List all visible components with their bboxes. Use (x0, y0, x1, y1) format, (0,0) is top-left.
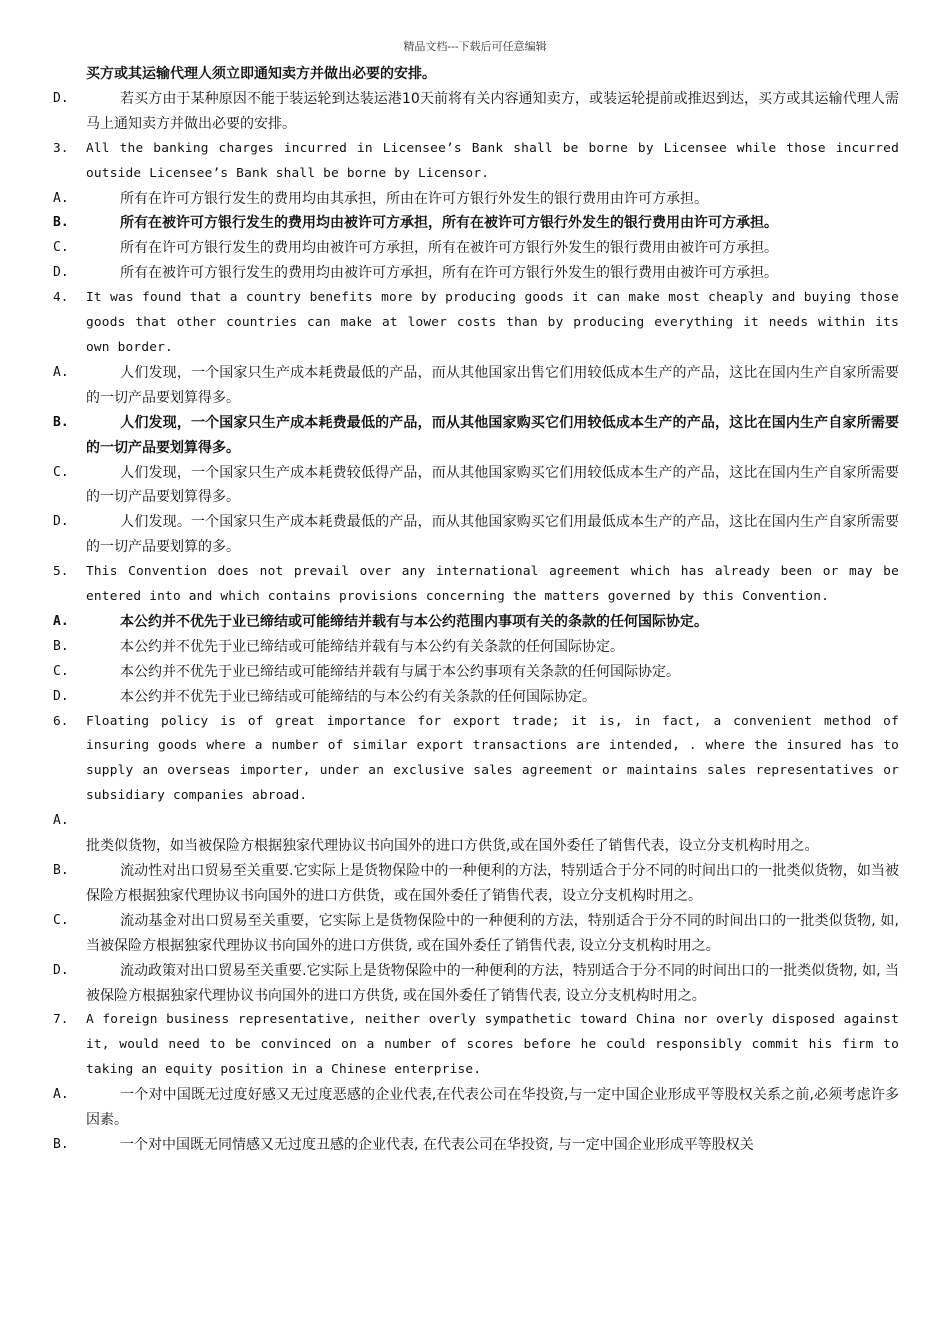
item-label: C. (53, 240, 69, 256)
item-label: D. (53, 688, 69, 704)
item-label (53, 834, 86, 859)
item-label: A. (53, 1087, 69, 1103)
item-text: 买方或其运输代理人须立即通知卖方并做出必要的安排。 (86, 66, 436, 82)
item-label: A. (53, 613, 69, 629)
item-text: 流动性对出口贸易至关重要.它实际上是货物保险中的一种便利的方法，特别适合于分不同的时间出口的一批类似货物，如当被保险方根据独家代理协议书向国外的进口方供货，或在国外委任了销售代表，设立分支机构时用之。 (86, 863, 899, 904)
item-text: 流动政策对出口贸易至关重要.它实际上是货物保险中的一种便利的方法，特别适合于分不同的时间出口的一批类似货物, 如, 当被保险方根据独家代理协议书向国外的进口方供货, 或在国外委任了销售代表, 设立分支机构时用之。 (86, 962, 899, 1004)
item-text-wrap (86, 461, 899, 511)
answer-option (53, 635, 899, 660)
item-text: 所有在被许可方银行发生的费用均由被许可方承担，所有在许可方银行外发生的银行费用由被许可方承担。 (120, 265, 778, 282)
item-text: Floating policy is of great importance for export trade; it is, in fact, a convenient method of insuring goods where a number of similar export transactions are intended, . where the insured has to supply an overseas importer, under an exclusive sales agreement or maintains sales representatives or subsidiary companies abroad. (86, 713, 899, 804)
item-text: 人们发现。一个国家只生产成本耗费最低的产品，而从其他国家购买它们用最低成本生产的产品，这比在国内生产自家所需要的一切产品要划算的多。 (86, 514, 899, 556)
item-text-wrap (86, 685, 899, 710)
item-label: 4. (53, 290, 69, 306)
item-label: D. (53, 962, 69, 978)
item-text: 本公约并不优先于业已缔结或可能缔结并载有与本公约有关条款的任何国际协定。 (120, 638, 624, 655)
answer-option (53, 236, 899, 261)
answer-option (53, 685, 899, 710)
item-text-wrap (86, 1083, 899, 1133)
answer-option (53, 834, 899, 859)
item-text-wrap (86, 510, 899, 560)
item-text-wrap (86, 859, 899, 909)
item-label: 7. (53, 1012, 69, 1028)
item-text: It was found that a country benefits more by producing goods it can make most cheaply and buying those goods that other countries can make at lower costs than by producing everything it needs within its own border. (86, 290, 899, 355)
item-label: A. (53, 813, 69, 829)
answer-option (53, 1133, 899, 1158)
item-text: 所有在许可方银行发生的费用均由被许可方承担，所有在被许可方银行外发生的银行费用由被许可方承担。 (120, 240, 778, 257)
item-label: C. (53, 912, 69, 928)
answer-option (53, 859, 899, 909)
answer-option (53, 660, 899, 685)
answer-option (53, 87, 899, 137)
item-text: 人们发现，一个国家只生产成本耗费较低得产品，而从其他国家购买它们用较低成本生产的产品，这比在国内生产自家所需要的一切产品要划算得多。 (86, 464, 899, 506)
item-text-wrap (86, 411, 899, 461)
item-label: C. (53, 663, 69, 679)
item-text: 本公约并不优先于业已缔结或可能缔结的与本公约有关条款的任何国际协定。 (120, 688, 596, 705)
item-text-wrap (86, 1133, 899, 1158)
item-text: 人们发现，一个国家只生产成本耗费最低的产品，而从其他国家出售它们用较低成本生产的产品，这比在国内生产自家所需要的一切产品要划算得多。 (86, 364, 899, 406)
item-text-wrap (86, 211, 899, 236)
item-text: 人们发现，一个国家只生产成本耗费最低的产品，而从其他国家购买它们用较低成本生产的产品，这比在国内生产自家所需要的一切产品要划算得多。 (86, 414, 899, 456)
item-label: D. (53, 90, 69, 106)
item-label: 6. (53, 713, 69, 729)
item-text-wrap (86, 286, 899, 361)
answer-option (53, 809, 899, 834)
answer-option (53, 261, 899, 286)
item-text-wrap (86, 635, 899, 660)
item-text: 若买方由于某种原因不能于装运轮到达装运港10天前将有关内容通知卖方，或装运轮提前或推迟到达，买方或其运输代理人需马上通知卖方并做出必要的安排。 (86, 90, 899, 132)
item-text-wrap (86, 1008, 899, 1083)
item-text: This Convention does not prevail over any international agreement which has already been or may be entered into and which contains provisions concerning the matters governed by this Convention. (86, 564, 899, 605)
item-text-wrap (86, 261, 899, 286)
item-text-wrap (86, 809, 899, 834)
answer-option (53, 187, 899, 212)
question-item (53, 1008, 899, 1083)
question-item (53, 710, 899, 810)
item-text-wrap (86, 361, 899, 411)
item-text: 本公约并不优先于业已缔结或可能缔结并载有与本公约范围内事项有关的条款的任何国际协定。 (120, 613, 708, 630)
item-label: A. (53, 190, 69, 206)
question-item (53, 286, 899, 361)
answer-option (53, 909, 899, 959)
item-text: 本公约并不优先于业已缔结或可能缔结并载有与属于本公约事项有关条款的任何国际协定。 (120, 663, 680, 680)
document-body (53, 62, 899, 1158)
item-label: D. (53, 514, 69, 530)
item-text-wrap (86, 660, 899, 685)
item-label: B. (53, 215, 69, 231)
answer-option (53, 510, 899, 560)
item-text-wrap (86, 62, 899, 87)
item-label: B. (53, 863, 69, 878)
item-text-wrap (86, 560, 899, 610)
item-text-wrap (86, 236, 899, 261)
item-text: 所有在被许可方银行发生的费用均由被许可方承担，所有在被许可方银行外发生的银行费用由许可方承担。 (120, 215, 778, 232)
answer-option (53, 211, 899, 236)
item-text-wrap (86, 187, 899, 212)
item-text-wrap (86, 909, 899, 959)
item-text: A foreign business representative, neither overly sympathetic toward China nor overly disposed against it, would need to be convinced on a number of scores before he could responsibly commit his firm to taking an equity position in a Chinese enterprise. (86, 1012, 899, 1078)
item-text-wrap (86, 710, 899, 810)
item-label: B. (53, 638, 69, 654)
question-item (53, 560, 899, 610)
answer-option (53, 461, 899, 511)
item-text-wrap (86, 610, 899, 635)
item-text: 批类似货物，如当被保险方根据独家代理协议书向国外的进口方供货,或在国外委任了销售代表，设立分支机构时用之。 (86, 838, 819, 855)
answer-option (53, 361, 899, 411)
answer-option (53, 62, 899, 87)
answer-option (53, 610, 899, 635)
item-text-wrap (86, 87, 899, 137)
item-label: A. (53, 364, 69, 380)
item-text: 流动基金对出口贸易至关重要，它实际上是货物保险中的一种便利的方法，特别适合于分不同的时间出口的一批类似货物, 如, 当被保险方根据独家代理协议书向国外的进口方供货, 或在国外委任了销售代表, 设立分支机构时用之。 (86, 912, 899, 954)
question-item (53, 137, 899, 187)
item-label: B. (53, 414, 69, 430)
item-text-wrap (86, 959, 899, 1009)
item-label: 5. (53, 564, 69, 580)
item-text: 所有在许可方银行发生的费用均由其承担，所由在许可方银行外发生的银行费用由许可方承担。 (120, 190, 708, 207)
item-text: All the banking charges incurred in Licensee’s Bank shall be borne by Licensee while those incurred outside Licensee’s Bank shall be borne by Licensor. (86, 140, 899, 181)
answer-option (53, 1083, 899, 1133)
item-label: D. (53, 265, 69, 281)
item-text: 一个对中国既无过度好感又无过度恶感的企业代表,在代表公司在华投资,与一定中国企业形成平等股权关系之前,必须考虑许多因素。 (86, 1087, 899, 1129)
item-label: 3. (53, 140, 69, 156)
page-header: 精品文档---下载后可任意编辑 (403, 40, 547, 53)
item-label: C. (53, 464, 69, 480)
item-label: B. (53, 1136, 69, 1152)
item-label (53, 62, 86, 87)
item-text: 一个对中国既无同情感又无过度丑感的企业代表, 在代表公司在华投资, 与一定中国企业形成平等股权关 (120, 1136, 754, 1153)
answer-option (53, 959, 899, 1009)
answer-option (53, 411, 899, 461)
item-text-wrap (86, 137, 899, 187)
item-text-wrap (86, 834, 899, 859)
